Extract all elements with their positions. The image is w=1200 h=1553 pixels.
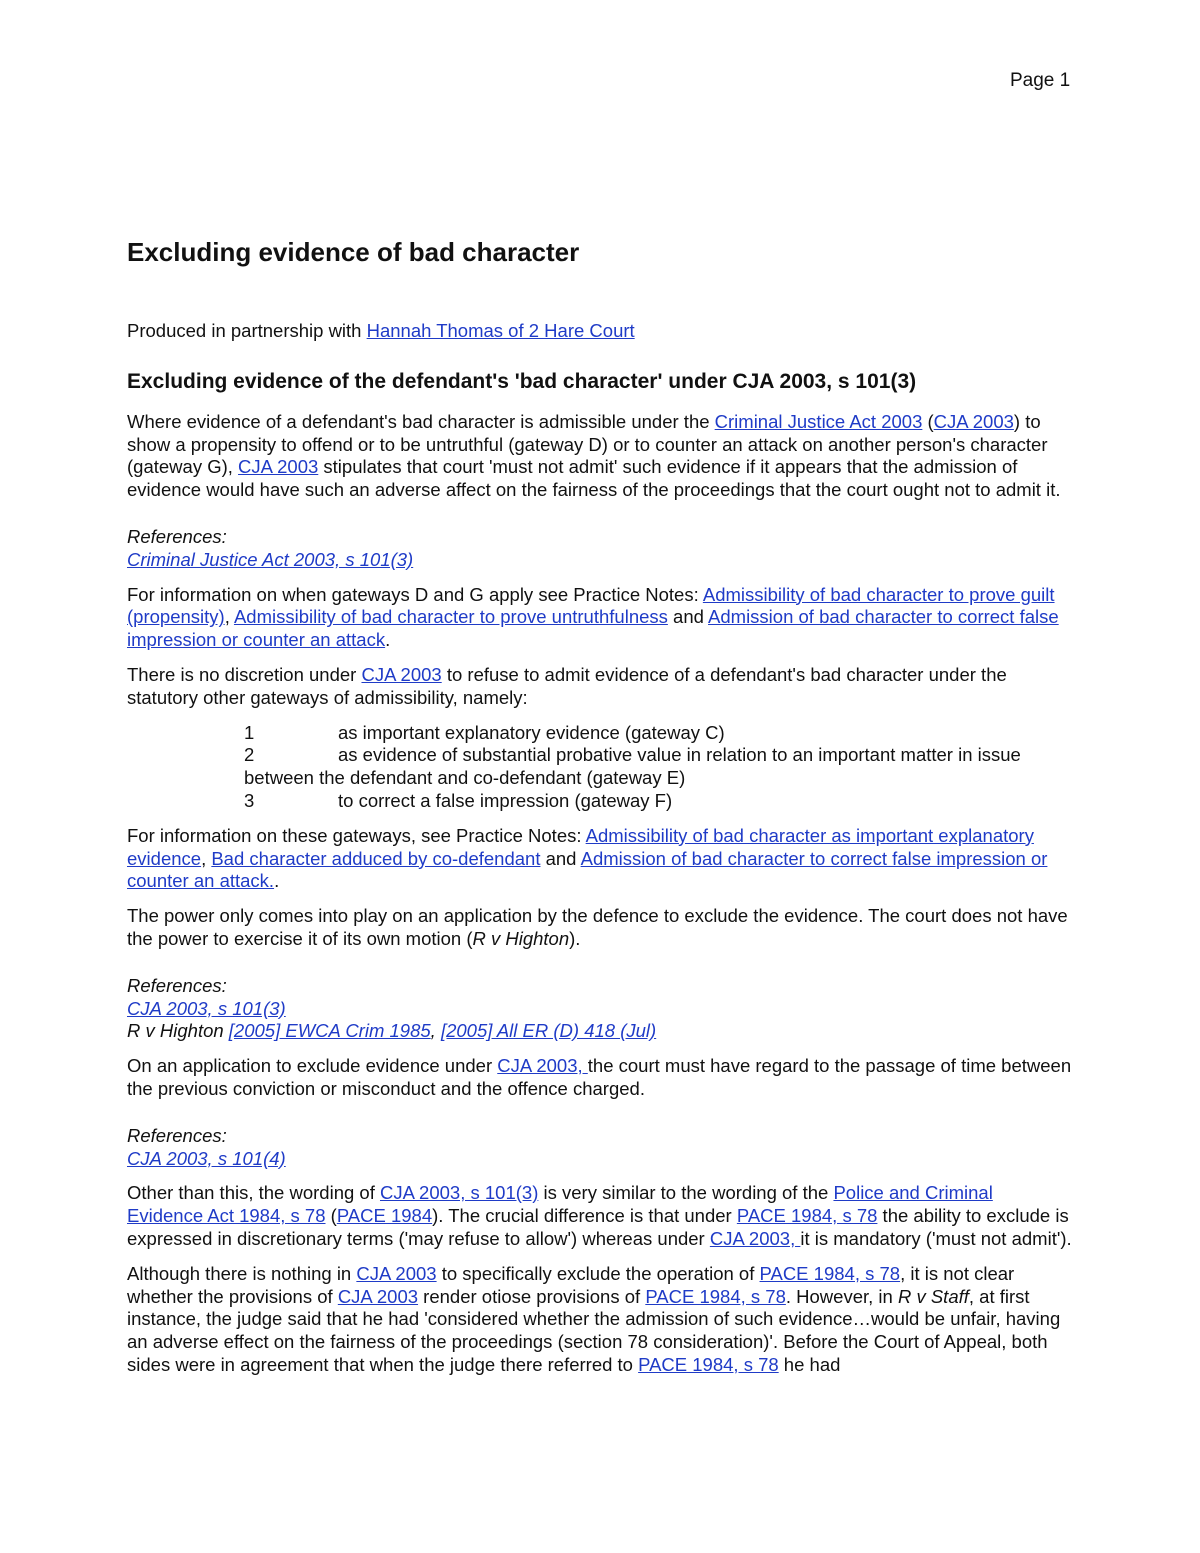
produced-line xyxy=(127,320,1072,343)
paragraph-3 xyxy=(127,664,1072,710)
text-span: render otiose provisions of xyxy=(418,1285,646,1307)
paragraph-1 xyxy=(127,411,1072,502)
text-span: Although there is nothing in xyxy=(127,1262,357,1284)
list-number: 1 xyxy=(244,721,255,743)
references-block-2 xyxy=(127,975,1072,1043)
author-link[interactable]: Hannah Thomas of 2 Hare Court xyxy=(366,320,635,341)
text-span: , it is not clear whether the provisions of xyxy=(127,1262,1015,1307)
document-body xyxy=(127,232,1072,1389)
text-span: , xyxy=(201,847,212,869)
text-span: There is no discretion under xyxy=(127,663,362,685)
text-span: ). xyxy=(569,927,581,949)
link-cja-2003[interactable]: CJA 2003, xyxy=(709,1227,801,1249)
link-cja-s101-3-full[interactable]: Criminal Justice Act 2003, s 101(3) xyxy=(127,548,414,570)
link-pace-s78[interactable]: PACE 1984, s 78 xyxy=(645,1285,786,1307)
link-co-defendant-note[interactable]: Bad character adduced by co-defendant xyxy=(211,847,541,869)
text-span: , at first instance, the judge said that he had 'considered whether the admission of such evidence…would be unfair, having an adverse effect on the fairness of the proceedings (section 78 consideration)'. Before the Court of Appeal, both sides were in agreement that when the judge there referred to xyxy=(127,1285,1061,1375)
link-explanatory-evidence-note[interactable]: Admissibility of bad character as important explanatory evidence xyxy=(127,824,1034,869)
link-false-impression-note[interactable]: Admission of bad character to correct false impression or counter an attack. xyxy=(127,847,1048,892)
references-block-3 xyxy=(127,1125,1072,1171)
list-item xyxy=(244,790,1072,813)
link-cja-2003[interactable]: CJA 2003 xyxy=(238,456,319,478)
link-cja-s101-4[interactable]: CJA 2003, s 101(4) xyxy=(127,1147,286,1169)
paragraph-5 xyxy=(127,905,1072,951)
text-span: ). The crucial difference is that under xyxy=(432,1205,737,1227)
text-span: . However, in xyxy=(785,1285,898,1307)
link-cja-2003[interactable]: CJA 2003 xyxy=(361,663,442,685)
text-span: , xyxy=(224,606,234,628)
paragraph-8 xyxy=(127,1263,1072,1377)
text-span: . xyxy=(385,629,391,651)
text-span: the court must have regard to the passage of time between the previous conviction or misconduct and the offence charged. xyxy=(127,1055,1072,1099)
link-cja-s101-3[interactable]: CJA 2003, s 101(3) xyxy=(127,997,286,1019)
link-pace-act-s78[interactable]: Police and Criminal Evidence Act 1984, s 78 xyxy=(127,1182,993,1227)
citation-separator: , xyxy=(430,1020,441,1042)
text-span: . xyxy=(274,870,280,892)
page-title: Excluding evidence of bad character xyxy=(127,237,580,267)
text-span: The power only comes into play on an application by the defence to exclude the evidence. The court does not have the power to exercise it of its own motion ( xyxy=(127,905,1068,949)
list-number: 2 xyxy=(244,744,255,766)
references-block-1 xyxy=(127,526,1072,572)
case-name: R v Highton xyxy=(127,1020,229,1042)
text-span: and xyxy=(540,847,581,869)
text-span: For information on these gateways, see Practice Notes: xyxy=(127,824,586,846)
link-pace-s78[interactable]: PACE 1984, s 78 xyxy=(638,1353,779,1375)
text-span: stipulates that court 'must not admit' such evidence if it appears that the admission of evidence would have such an adverse affect on the fairness of the proceedings that the court ought not to admit it. xyxy=(127,456,1061,501)
section-heading: Excluding evidence of the defendant's 'bad character' under CJA 2003, s 101(3) xyxy=(127,369,917,393)
text-span: Other than this, the wording of xyxy=(127,1182,380,1204)
text-span: he had xyxy=(778,1353,841,1375)
list-item xyxy=(244,744,1072,790)
text-span: it is mandatory ('must not admit'). xyxy=(800,1227,1072,1249)
link-cja-s101-3[interactable]: CJA 2003, s 101(3) xyxy=(379,1182,539,1204)
paragraph-7 xyxy=(127,1182,1072,1250)
references-label: References: xyxy=(127,974,227,996)
text-span: is very similar to the wording of the xyxy=(538,1182,834,1204)
list-text: as important explanatory evidence (gateway C) xyxy=(338,721,725,743)
references-label: References: xyxy=(127,525,227,547)
gateways-list xyxy=(244,722,1072,813)
text-span: the ability to exclude is expressed in discretionary terms ('may refuse to allow') whereas under xyxy=(127,1205,1069,1249)
list-number: 3 xyxy=(244,789,255,811)
link-pace-s78[interactable]: PACE 1984, s 78 xyxy=(736,1205,878,1227)
link-all-er-citation[interactable]: [2005] All ER (D) 418 (Jul) xyxy=(440,1020,657,1042)
link-ewca-citation[interactable]: [2005] EWCA Crim 1985 xyxy=(228,1020,431,1042)
text-span: and xyxy=(667,606,709,628)
link-cja-2003[interactable]: CJA 2003 xyxy=(933,410,1014,432)
case-name: R v Highton xyxy=(472,927,570,949)
link-pace-s78[interactable]: PACE 1984, s 78 xyxy=(759,1262,901,1284)
case-name: R v Staff xyxy=(897,1285,969,1307)
link-propensity-note[interactable]: Admissibility of bad character to prove guilt (propensity) xyxy=(127,583,1055,628)
page-number: Page 1 xyxy=(1010,70,1071,91)
text-span: ( xyxy=(922,410,934,432)
link-cja-2003[interactable]: CJA 2003 xyxy=(337,1285,419,1307)
text-span: On an application to exclude evidence under xyxy=(127,1055,498,1077)
list-text: as evidence of substantial probative value in relation to an important matter in issue between the defendant and co-defendant (gateway E) xyxy=(244,744,1021,789)
text-span: to specifically exclude the operation of xyxy=(436,1262,760,1284)
list-item xyxy=(244,722,1072,745)
link-pace-1984[interactable]: PACE 1984 xyxy=(336,1205,433,1227)
paragraph-4 xyxy=(127,825,1072,893)
text-span: ( xyxy=(325,1205,337,1227)
link-untruthfulness-note[interactable]: Admissibility of bad character to prove untruthfulness xyxy=(233,606,668,628)
link-criminal-justice-act-2003[interactable]: Criminal Justice Act 2003 xyxy=(714,410,923,432)
link-cja-2003[interactable]: CJA 2003 xyxy=(356,1262,437,1284)
text-span: Where evidence of a defendant's bad character is admissible under the xyxy=(127,410,715,432)
paragraph-2 xyxy=(127,584,1072,652)
link-false-impression-note[interactable]: Admission of bad character to correct false impression or counter an attack xyxy=(127,606,1059,651)
produced-prefix: Produced in partnership with xyxy=(127,320,367,341)
paragraph-6 xyxy=(127,1055,1072,1101)
text-span: ) to show a propensity to offend or to be untruthful (gateway D) or to counter an attack on another person's character (gateway G), xyxy=(127,410,1048,478)
link-cja-2003[interactable]: CJA 2003, xyxy=(497,1055,588,1077)
references-label: References: xyxy=(127,1124,227,1146)
list-text: to correct a false impression (gateway F) xyxy=(338,789,673,811)
text-span: For information on when gateways D and G apply see Practice Notes: xyxy=(127,583,703,605)
text-span: to refuse to admit evidence of a defendant's bad character under the statutory other gateways of admissibility, namely: xyxy=(127,663,1007,708)
